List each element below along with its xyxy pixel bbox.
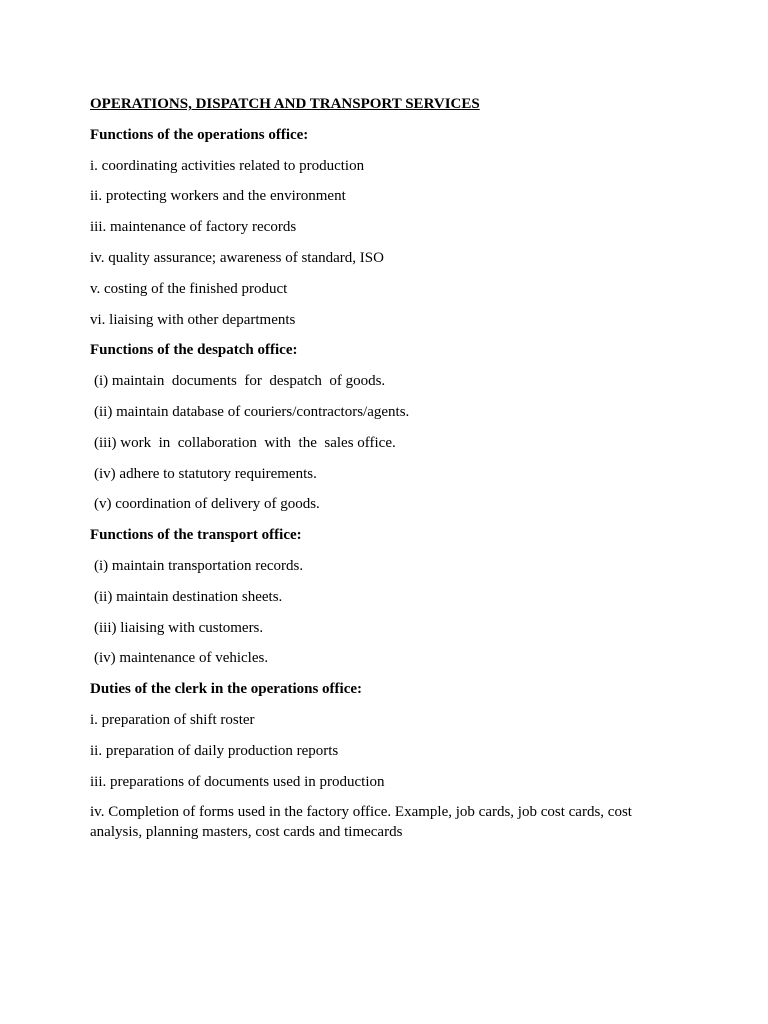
operations-item-3: iii. maintenance of factory records <box>90 219 297 236</box>
document-page <box>90 94 680 853</box>
despatch-item-3: (iii) work in collaboration with the sales office. <box>94 434 396 451</box>
transport-item-3: (iii) liaising with customers. <box>94 619 264 636</box>
clerk-item-3: iii. preparations of documents used in production <box>90 773 385 790</box>
document-title: OPERATIONS, DISPATCH AND TRANSPORT SERVICES <box>90 96 480 112</box>
operations-item-1: i. coordinating activities related to production <box>90 157 365 174</box>
clerk-item-2: ii. preparation of daily production reports <box>90 742 339 759</box>
transport-item-4: (iv) maintenance of vehicles. <box>94 650 269 667</box>
despatch-item-4: (iv) adhere to statutory requirements. <box>94 465 317 482</box>
clerk-heading: Duties of the clerk in the operations office: <box>90 681 363 698</box>
despatch-item-1: (i) maintain documents for despatch of goods. <box>94 373 386 390</box>
transport-item-1: (i) maintain transportation records. <box>94 557 304 574</box>
clerk-item-4: iv. Completion of forms used in the factory office. Example, job cards, job cost cards, cost analysis, planning masters, cost cards and timecards <box>90 804 636 841</box>
despatch-heading: Functions of the despatch office: <box>90 342 298 359</box>
operations-item-6: vi. liaising with other departments <box>90 311 296 328</box>
despatch-item-2: (ii) maintain database of couriers/contractors/agents. <box>94 403 410 420</box>
operations-item-2: ii. protecting workers and the environment <box>90 188 346 205</box>
despatch-item-5: (v) coordination of delivery of goods. <box>94 496 320 513</box>
operations-heading: Functions of the operations office: <box>90 126 309 143</box>
transport-heading: Functions of the transport office: <box>90 527 302 544</box>
operations-item-5: v. costing of the finished product <box>90 280 288 297</box>
clerk-item-1: i. preparation of shift roster <box>90 711 255 728</box>
transport-item-2: (ii) maintain destination sheets. <box>94 588 283 605</box>
operations-item-4: iv. quality assurance; awareness of standard, ISO <box>90 249 384 266</box>
